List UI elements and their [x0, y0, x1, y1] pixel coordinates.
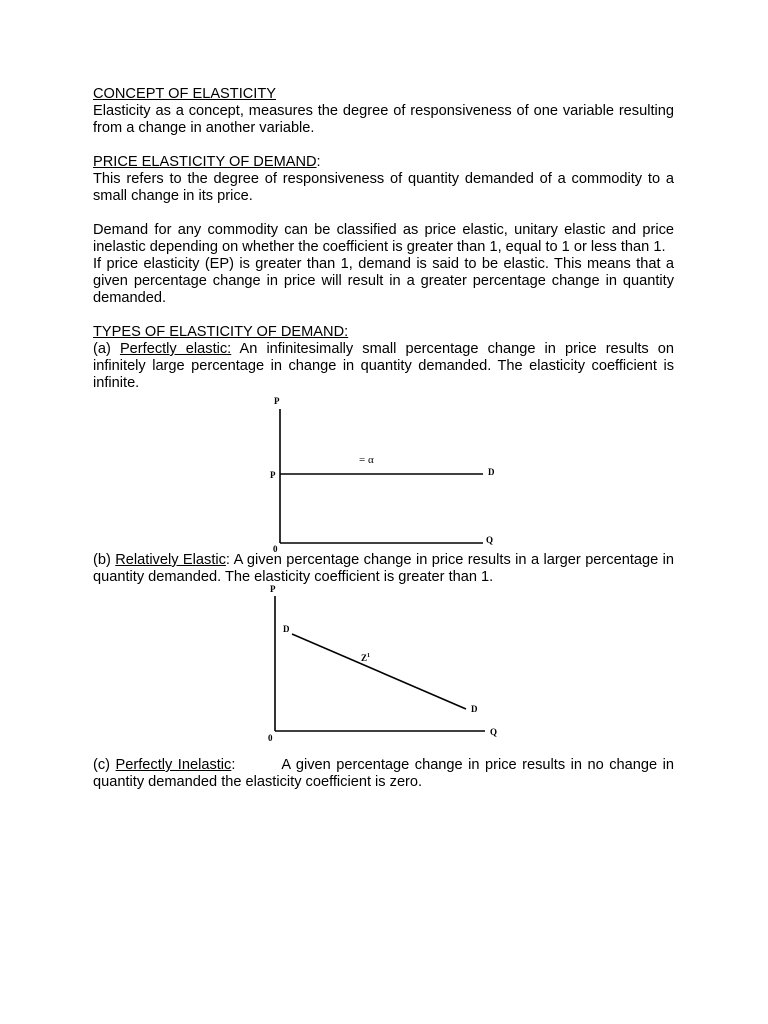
type-a-paragraph — [93, 341, 674, 392]
classification-paragraph: Demand for any commodity can be classified as price elastic, unitary elastic and price inelastic depending on whether the coefficient is greater than 1, equal to 1 or less than 1. — [93, 222, 674, 255]
x-axis-label: Q — [486, 535, 494, 545]
type-c-term: Perfectly Inelastic — [115, 757, 232, 773]
point-label-z: Z — [361, 653, 368, 663]
type-b-term: Relatively Elastic — [115, 552, 226, 568]
demand-start-label: D — [283, 624, 290, 634]
demand-label: D — [488, 467, 495, 477]
ep-paragraph: If price elasticity (EP) is greater than 1, demand is said to be elastic. This means that a given percentage change in price will result in a greater percentage change in quantity demanded. — [93, 256, 674, 306]
type-a-term: Perfectly elastic: — [119, 341, 232, 357]
type-b-prefix: (b) — [93, 552, 116, 568]
y-axis-label: P — [270, 584, 276, 594]
concept-heading: CONCEPT OF ELASTICITY — [93, 86, 276, 102]
elasticity-label: = α — [359, 454, 374, 466]
types-heading-line — [93, 324, 674, 341]
spacer — [93, 205, 674, 222]
ped-heading-line — [93, 154, 674, 171]
relatively-elastic-figure — [93, 586, 674, 757]
type-b-text: : A given percentage change in price results in a larger percentage in quantity demanded. The elasticity coefficient is greater than 1. — [93, 552, 674, 585]
type-c-prefix: (c) — [93, 757, 116, 773]
ped-paragraph: This refers to the degree of responsiveness of quantity demanded of a commodity to a small change in its price. — [93, 171, 674, 204]
concept-heading-line — [93, 86, 674, 103]
point-label-superscript: 1 — [367, 653, 371, 659]
demand-curve — [292, 634, 466, 709]
x-axis-label: Q — [490, 727, 498, 737]
document-body — [93, 86, 674, 791]
ped-heading-colon: : — [316, 154, 321, 170]
concept-paragraph: Elasticity as a concept, measures the degree of responsiveness of one variable resulting from a change in another variable. — [93, 103, 674, 136]
type-b-paragraph — [93, 552, 674, 586]
type-c-paragraph — [93, 757, 674, 791]
type-c-text: A given percentage change in price results in no change in quantity demanded the elasticity coefficient is zero. — [93, 757, 674, 790]
perfectly-elastic-graph — [93, 392, 674, 552]
ped-heading: PRICE ELASTICITY OF DEMAND — [93, 154, 317, 170]
types-heading: TYPES OF ELASTICITY OF DEMAND: — [93, 324, 349, 340]
type-a-prefix: (a) — [93, 341, 120, 357]
price-label: P — [270, 470, 276, 480]
type-a-text: An infinitesimally small percentage change in price results on infinitely large percentage in change in quantity demanded. The elasticity coefficient is infinite. — [93, 341, 675, 391]
origin-label: 0 — [268, 733, 273, 743]
type-c-colon: : — [231, 757, 236, 773]
spacer — [93, 307, 674, 324]
y-axis-label: P — [274, 396, 280, 406]
demand-end-label: D — [471, 704, 478, 714]
perfectly-elastic-figure — [93, 392, 674, 552]
spacer — [93, 137, 674, 154]
relatively-elastic-graph — [93, 586, 674, 757]
point-label — [361, 653, 370, 663]
origin-label: 0 — [273, 544, 278, 554]
